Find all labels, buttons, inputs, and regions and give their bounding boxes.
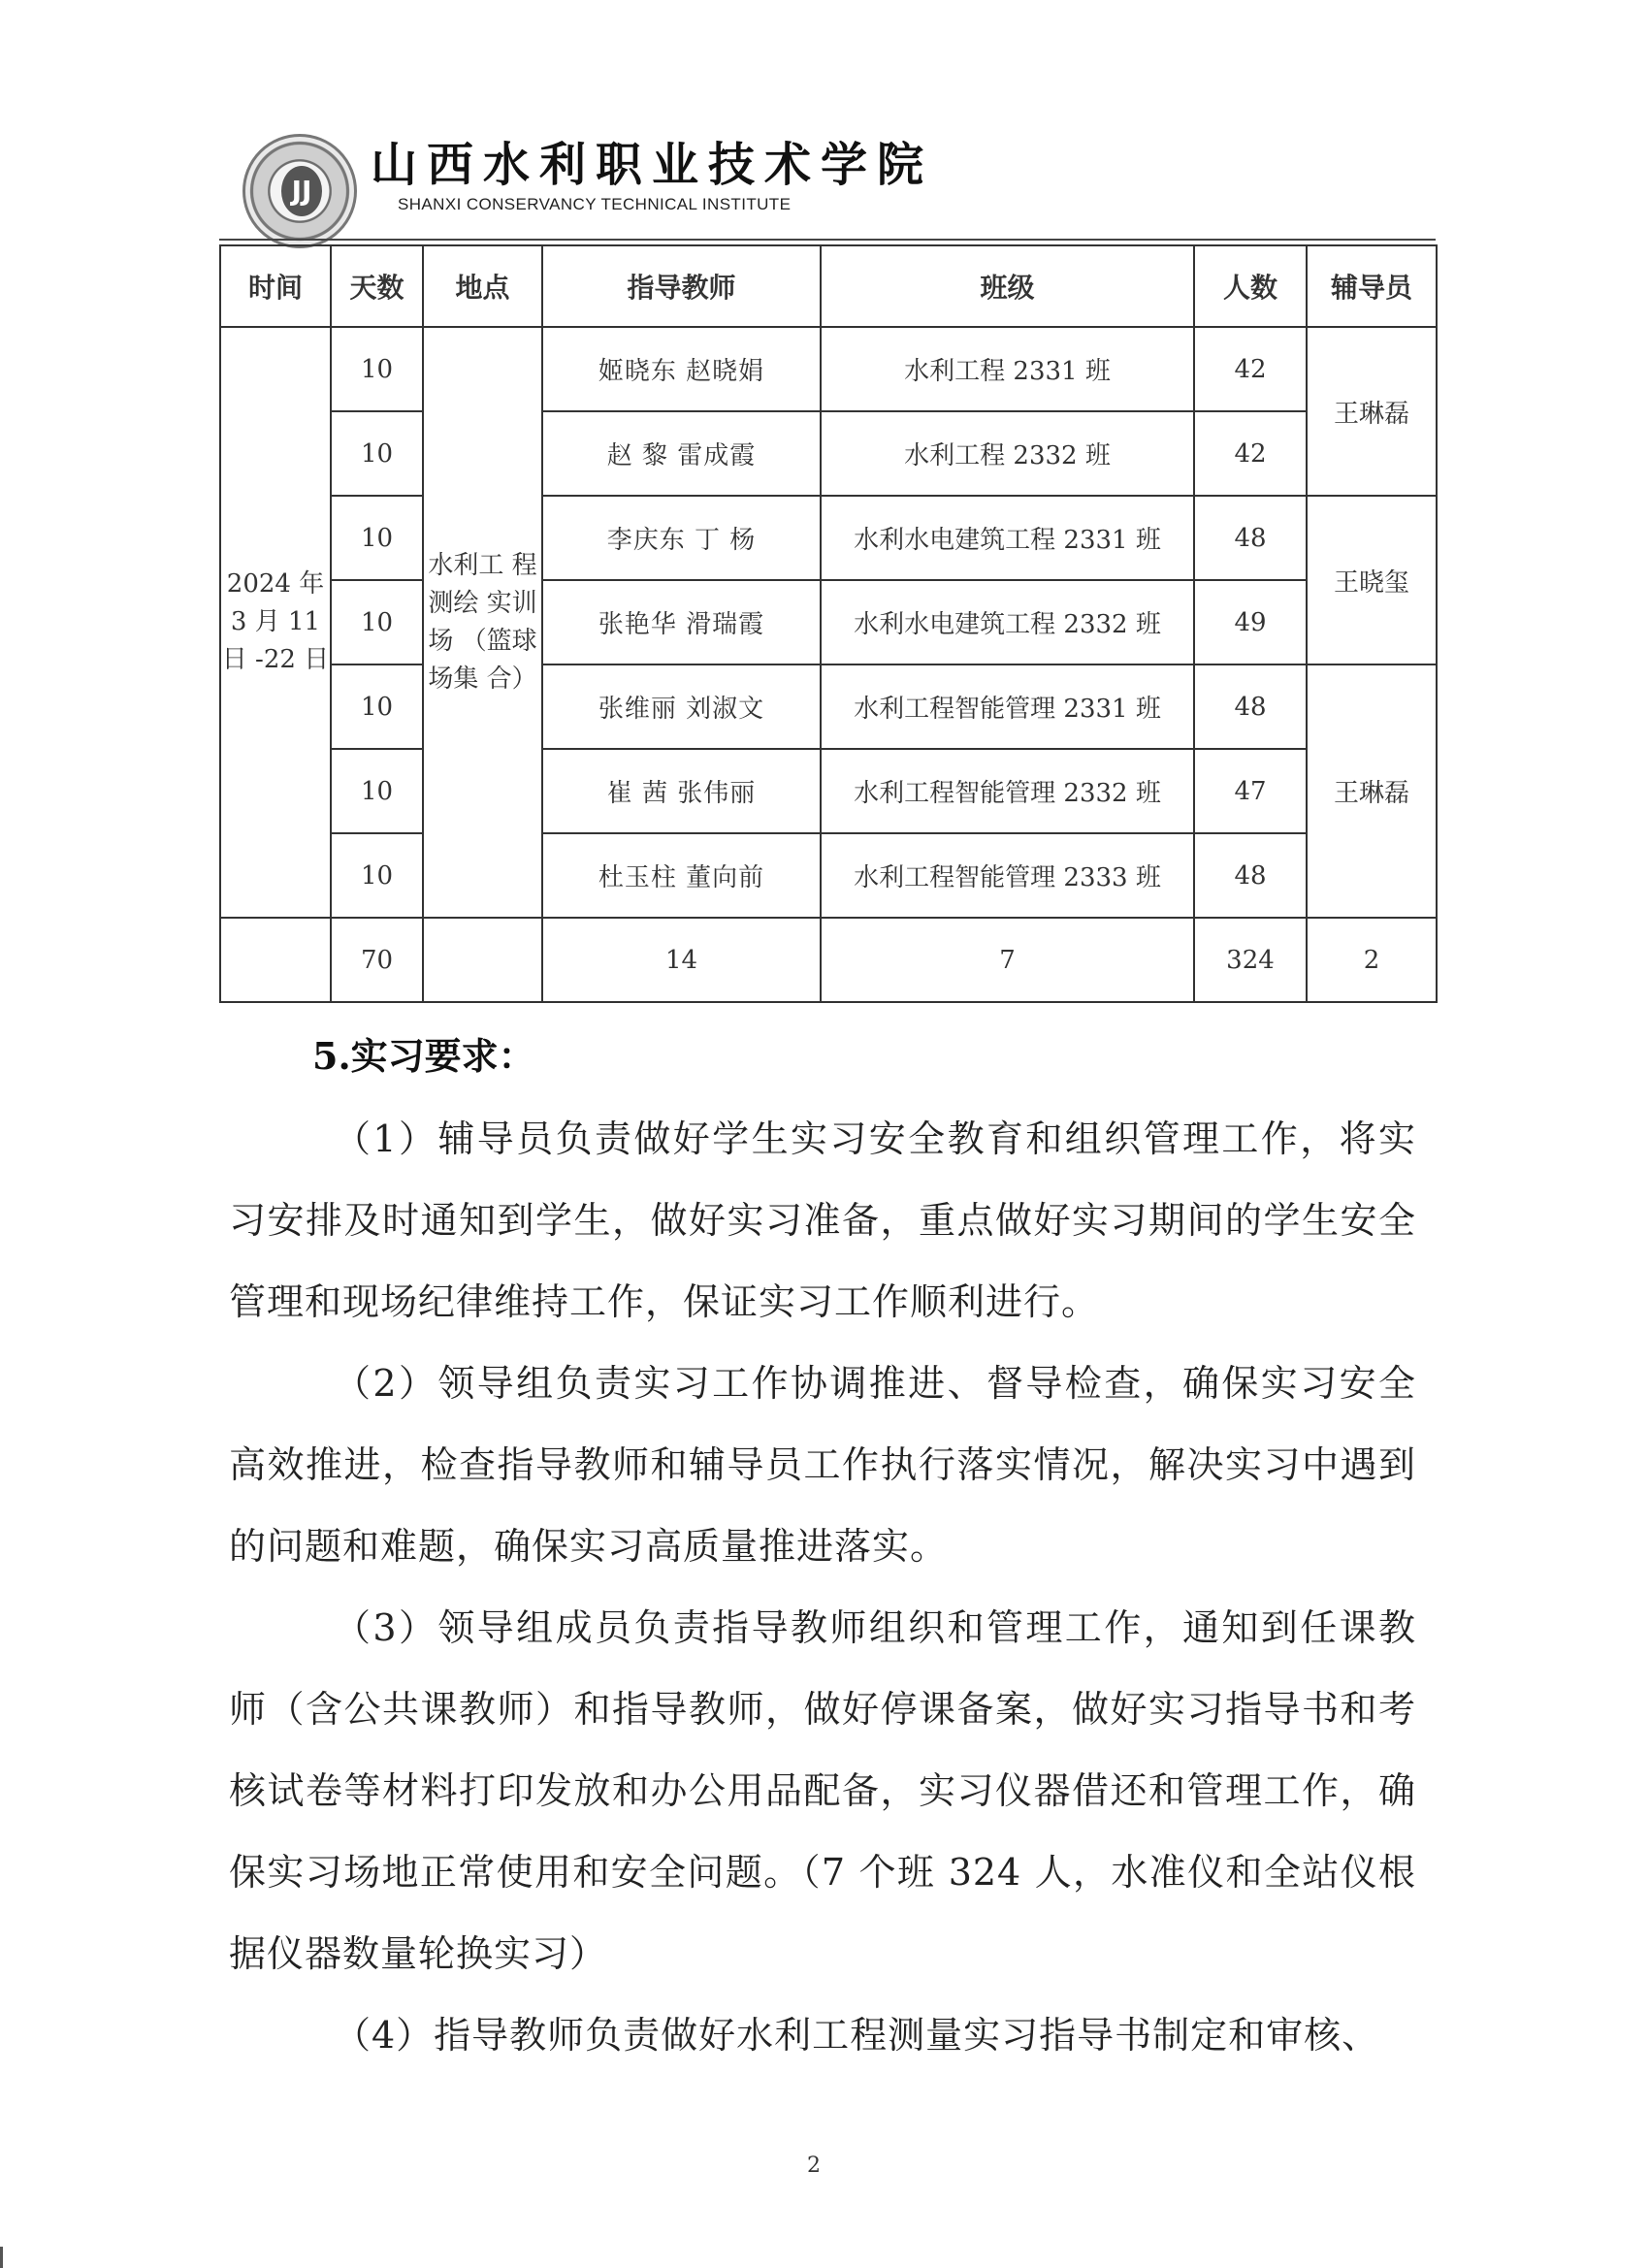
header-teachers: 指导教师 [542,245,821,327]
table-row [220,664,1437,749]
header-days: 天数 [331,245,423,327]
scan-edge-mark [0,2247,3,2268]
table-row [220,580,1437,664]
school-name-chinese: 山西水利职业技术学院 [371,138,934,192]
totals-counselors-cell: 2 [1307,918,1437,1002]
totals-row [220,918,1437,1002]
table-row [220,411,1437,496]
logo-mark: JJ [281,166,322,216]
count-cell: 42 [1194,327,1307,411]
teachers-cell: 张艳华 滑瑞霞 [542,580,821,664]
count-cell: 48 [1194,664,1307,749]
table-row [220,749,1437,833]
header-time: 时间 [220,245,331,327]
teachers-cell: 崔 茜 张伟丽 [542,749,821,833]
teachers-cell: 李庆东 丁 杨 [542,496,821,580]
table-header-row [220,245,1437,327]
class-cell: 水利工程智能管理 2331 班 [821,664,1194,749]
paragraph-2: （2）领导组负责实习工作协调推进、督导检查，确保实习安全高效推进，检查指导教师和辅导员工作执行落实情况，解决实习中遇到的问题和难题，确保实习高质量推进落实。 [229,1362,1416,1568]
counselor-cell: 王晓玺 [1307,496,1437,664]
teachers-cell: 杜玉柱 董向前 [542,833,821,918]
header-place: 地点 [423,245,542,327]
class-cell: 水利工程智能管理 2332 班 [821,749,1194,833]
school-name-english: SHANXI CONSERVANCY TECHNICAL INSTITUTE [398,195,792,213]
totals-place-cell [423,918,542,1002]
days-cell: 10 [331,496,423,580]
days-cell: 10 [331,749,423,833]
totals-classes-cell: 7 [821,918,1194,1002]
class-cell: 水利工程智能管理 2333 班 [821,833,1194,918]
header-counselor: 辅导员 [1307,245,1437,327]
class-cell: 水利水电建筑工程 2331 班 [821,496,1194,580]
table-row [220,327,1437,411]
header-rule [219,239,1436,241]
days-cell: 10 [331,580,423,664]
section-heading: 5.实习要求： [312,1034,535,1078]
time-cell: 2024 年 3 月 11 日 -22 日 [220,327,331,918]
count-cell: 48 [1194,496,1307,580]
header-count: 人数 [1194,245,1307,327]
table-row [220,496,1437,580]
letterhead [242,116,934,233]
page-number: 2 [807,2154,821,2178]
days-cell: 10 [331,833,423,918]
totals-count-cell: 324 [1194,918,1307,1002]
count-cell: 42 [1194,411,1307,496]
count-cell: 47 [1194,749,1307,833]
header-class: 班级 [821,245,1194,327]
count-cell: 49 [1194,580,1307,664]
table-row [220,833,1437,918]
days-cell: 10 [331,327,423,411]
class-cell: 水利水电建筑工程 2332 班 [821,580,1194,664]
days-cell: 10 [331,411,423,496]
paragraph-4: （4）指导教师负责做好水利工程测量实习指导书制定和审核、 [334,2014,1380,2057]
count-cell: 48 [1194,833,1307,918]
totals-time-cell [220,918,331,1002]
teachers-cell: 张维丽 刘淑文 [542,664,821,749]
teachers-cell: 赵 黎 雷成霞 [542,411,821,496]
school-seal-logo [242,134,357,248]
teachers-cell: 姬晓东 赵晓娟 [542,327,821,411]
counselor-cell: 王琳磊 [1307,327,1437,496]
totals-teachers-cell: 14 [542,918,821,1002]
paragraph-3: （3）领导组成员负责指导教师组织和管理工作，通知到任课教师（含公共课教师）和指导教师，做好停课备案，做好实习指导书和考核试卷等材料打印发放和办公用品配备，实习仪器借还和管理工作，确保实习场地正常使用和安全问题。（7 个班 324 人，水准仪和全站仪根据仪器数量轮换实习） [229,1606,1416,1975]
paragraph-1: （1）辅导员负责做好学生实习安全教育和组织管理工作，将实习安排及时通知到学生，做好实习准备，重点做好实习期间的学生安全管理和现场纪律维持工作，保证实习工作顺利进行。 [229,1118,1416,1323]
days-cell: 10 [331,664,423,749]
class-cell: 水利工程 2331 班 [821,327,1194,411]
class-cell: 水利工程 2332 班 [821,411,1194,496]
place-cell: 水利工 程测绘 实训场 （篮球 场集 合） [423,327,542,918]
totals-days-cell: 70 [331,918,423,1002]
internship-schedule-table [219,244,1438,1003]
counselor-cell: 王琳磊 [1307,664,1437,918]
